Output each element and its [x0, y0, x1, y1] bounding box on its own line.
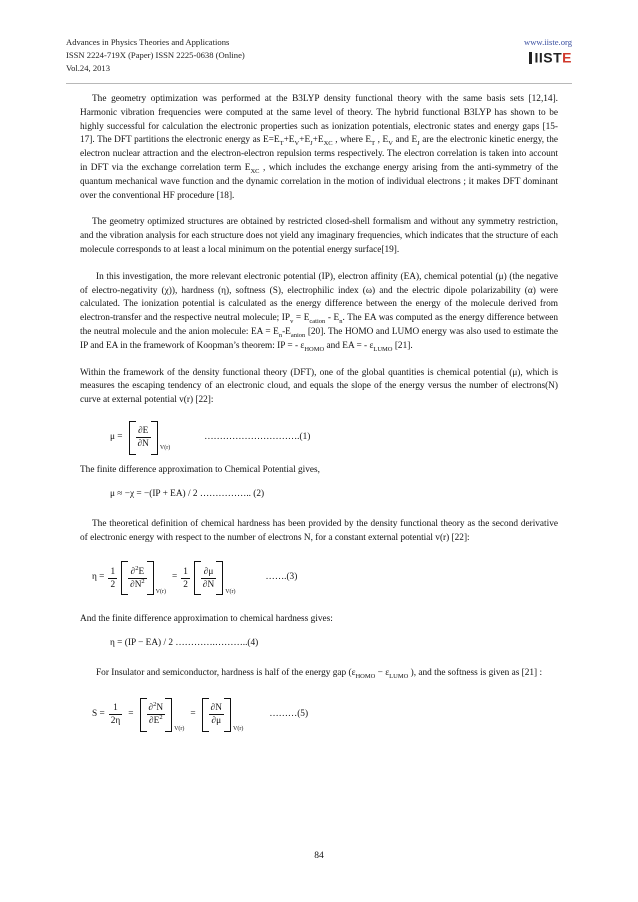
- equation-5: S = $\frac{1}{2\eta}$ = $\frac{\partial^2N}{\partial E^2}$ V(r) = $\frac{\partial N}{\partial\mu}$ V(r) ………(5): [80, 689, 558, 741]
- equation-3: η = $\frac{1}{2}$ $\frac{\partial^2E}{\partial N^2}$ V(r) = $\frac{1}{2}$ $\frac{\partial\mu}{\partial N}$ V(r) …….(3): [80, 553, 558, 603]
- volume-line: Vol.24, 2013: [66, 63, 111, 74]
- header-divider: [66, 83, 572, 84]
- page-header: [66, 36, 572, 76]
- equation-2: μ ≈ −χ = −(IP + EA) / 2 …………….. (2): [110, 488, 265, 499]
- paragraph-structures: The geometry optimized structures are obtained by restricted closed-shell formalism and without any symmetry restriction, and the vibration analysis for each structure does not yield any imaginary frequencies, which indicates that the structure of each molecule corresponds to at least a local minimum on the potential energy surface[19].: [80, 217, 558, 255]
- paragraph-investigation: In this investigation, the more relevant electronic potential (IP), electron affinity (EA), chemical potential (μ) (the negative of electro-negativity (χ)), hardness (η), softness (S), electrophilic index (ω) and the electric dipole polarizability (α) were calculated. The ionization potential is calculated as the energy difference between the energy of the molecule derived from electron-transfer and the respective neutral molecule; $IP_v = E_{cation} - E_n$. The EA was computed as the energy difference between the neutral molecule and the anion molecule: EA = $E_n-E_{anion}$ [20]. The HOMO and LUMO energy was also used to estimate the IP and EA in the framework of Koopman’s theorem: IP = - $\varepsilon_{HOMO}$ and EA = - $\varepsilon_{LUMO}$ [21].: [80, 271, 558, 353]
- equation-1-label: ………………………….(1): [204, 432, 311, 443]
- equation-4: η = (IP − EA) / 2 ………….………..(4): [110, 638, 259, 649]
- paragraph-hardness-definition: The theoretical definition of chemical hardness has been provided by the density functional theory as the second derivative of electronic energy with respect to the number of electrons N, for a constant external potential v(r) [22]:: [80, 518, 558, 543]
- journal-title: Advances in Physics Theories and Applications: [66, 37, 230, 47]
- paragraph-dft: The geometry optimization was performed at the B3LYP density functional theory with the same basis sets [12,14]. Harmonic vibration frequencies were computed at the same level of theory. The hybrid functional B3LYP has shown to be highly successful for calculation the electronic properties such as ionization potentials, electronic states and energy gaps [15-17]. The DFT partitions the electronic energy as $E=E_T+E_V+E_J+E_{XC}$ , where $E_T$ , $E_V$ and $E_J$ are the electronic kinetic energy, the electron nuclear attraction and the electron-electron repulsion terms respectively. The electron correlation is taken into account in DFT via the exchange correlation term $E_{XC}$ , which includes the exchange energy arising from the anti-symmetry of the quantum mechanical wave function and the dynamic correlation in the motion of individual electrons ; it makes DFT dominant over the conventional HF procedure [18].: [80, 94, 558, 201]
- equation-1: μ = $\frac{\partial E}{\partial N}$ V(r) ………………………….(1): [80, 416, 558, 460]
- journal-url-link[interactable]: www.iiste.org: [524, 37, 572, 47]
- page-number: 84: [314, 851, 324, 861]
- equation-5-label: ………(5): [269, 709, 309, 720]
- equation-3-label: …….(3): [265, 572, 298, 583]
- paragraph-chemical-potential: Within the framework of the density functional theory (DFT), one of the global quantities is chemical potential (μ), which is measures the escaping tendency of an electronic cloud, and equals the slope of the energy versus the number of electrons(N) curve at external potential v(r) [22]:: [80, 367, 558, 406]
- issn-line: ISSN 2224-719X (Paper) ISSN 2225-0638 (Online): [66, 50, 245, 61]
- paragraph-softness: For Insulator and semiconductor, hardness is half of the energy gap ($\varepsilon_{HOMO} - \varepsilon_{LUMO}$ ), and the softness is given as [21] :: [96, 668, 543, 680]
- article-body: [80, 93, 558, 745]
- paragraph-finite-difference: The finite difference approximation to Chemical Potential gives,: [80, 464, 320, 475]
- iiste-logo: IISTE: [529, 51, 572, 65]
- paragraph-hardness-approx: And the finite difference approximation to chemical hardness gives:: [80, 614, 333, 625]
